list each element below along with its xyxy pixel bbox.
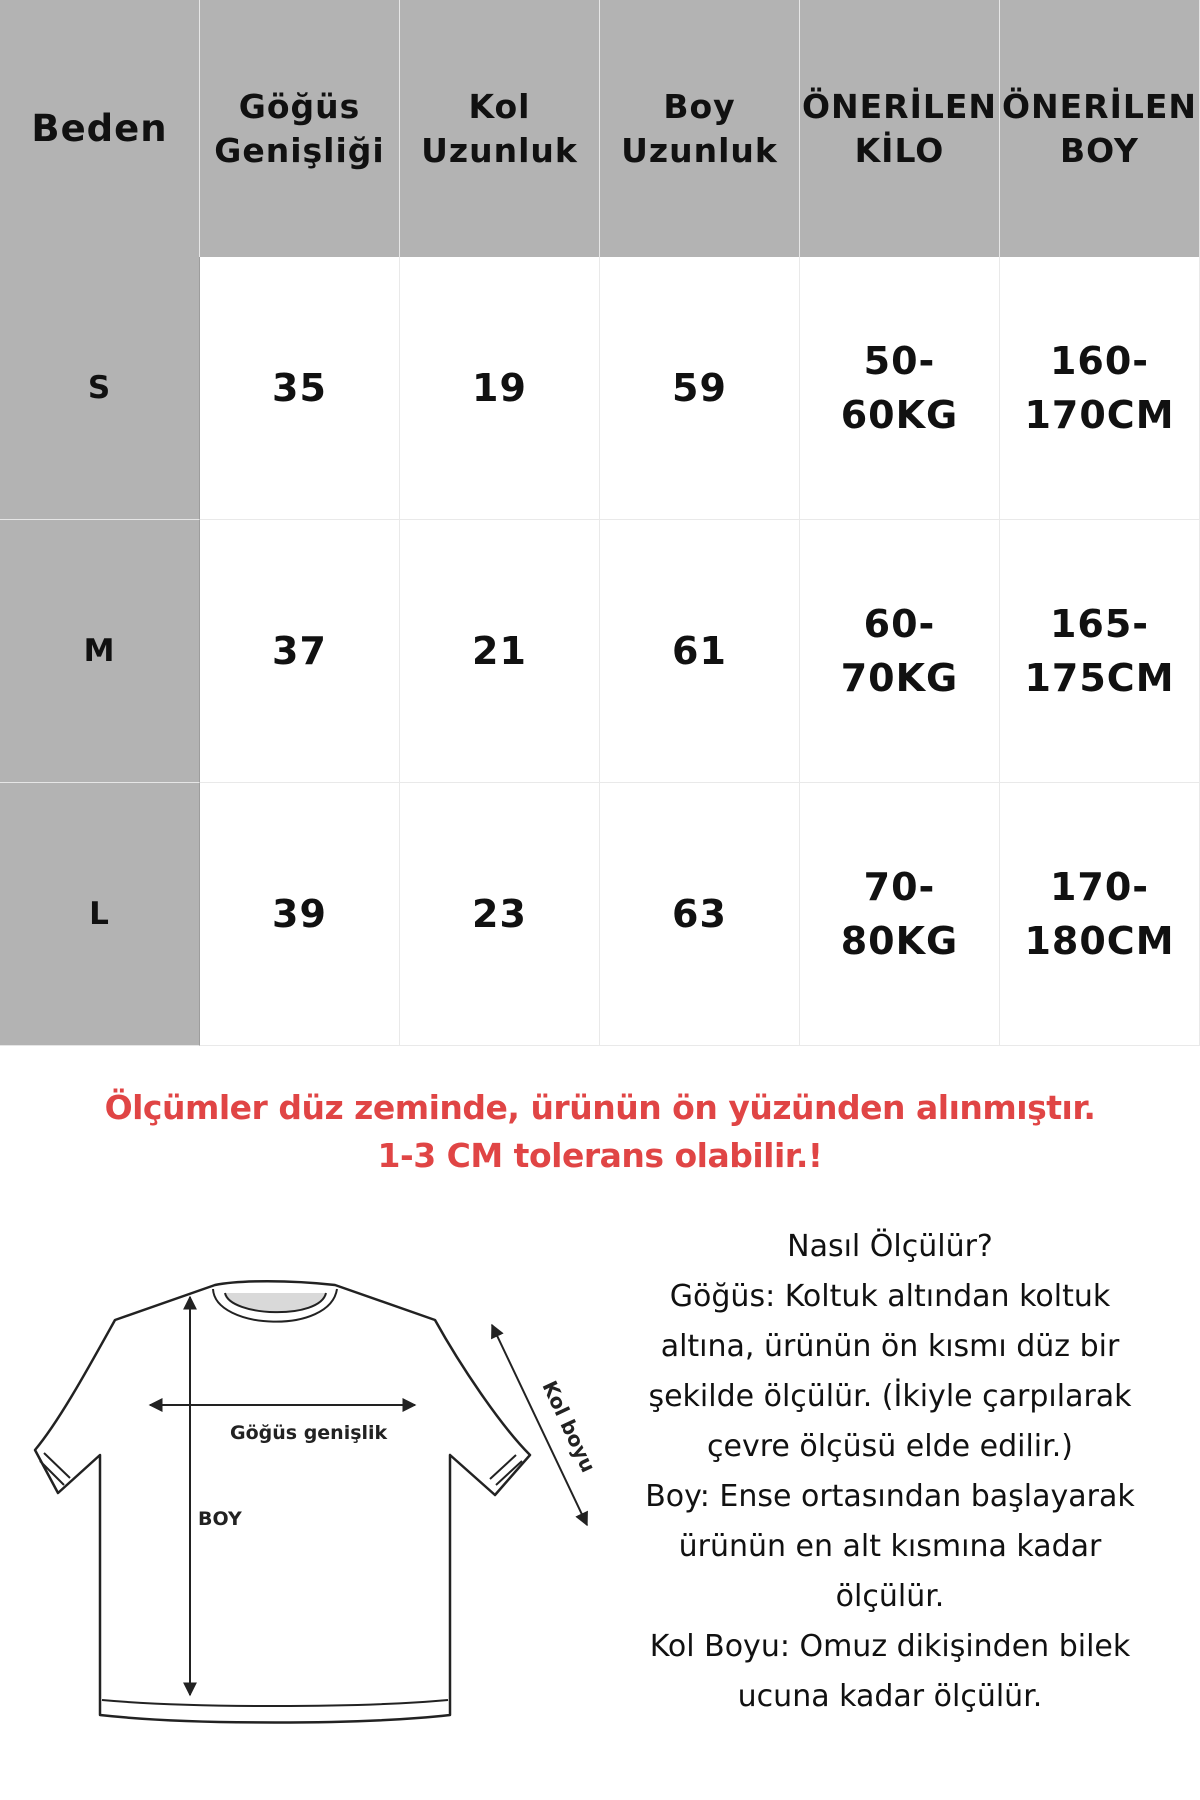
height-cell: 165- 175CM bbox=[1000, 520, 1200, 783]
instruction-line: ölçülür. bbox=[835, 1579, 945, 1614]
weight-cell: 60- 70KG bbox=[800, 520, 1000, 783]
weight-cell: 50- 60KG bbox=[800, 257, 1000, 520]
table-row bbox=[0, 783, 1200, 1046]
header-gogus-genisligi: Göğüs Genişliği bbox=[200, 0, 400, 257]
weight-cell: 70- 80KG bbox=[800, 783, 1000, 1046]
instruction-line: ürünün en alt kısmına kadar bbox=[678, 1529, 1102, 1564]
header-beden: Beden bbox=[0, 0, 200, 257]
measurement-notice-line-1: Ölçümler düz zeminde, ürünün ön yüzünden alınmıştır. bbox=[104, 1088, 1096, 1127]
instruction-line: çevre ölçüsü elde edilir.) bbox=[707, 1429, 1073, 1464]
height-cell: 170- 180CM bbox=[1000, 783, 1200, 1046]
header-kol-uzunluk: Kol Uzunluk bbox=[400, 0, 600, 257]
size-cell: M bbox=[0, 520, 200, 783]
sleeve-cell: 21 bbox=[400, 520, 600, 783]
size-cell: S bbox=[0, 257, 200, 520]
instruction-line: Kol Boyu: Omuz dikişinden bilek bbox=[649, 1629, 1131, 1664]
instruction-line: ucuna kadar ölçülür. bbox=[737, 1679, 1043, 1714]
instruction-line: Göğüs: Koltuk altından koltuk bbox=[669, 1279, 1111, 1314]
sleeve-cell: 19 bbox=[400, 257, 600, 520]
chest-cell: 39 bbox=[200, 783, 400, 1046]
tshirt-measurement-diagram bbox=[30, 1275, 605, 1745]
height-cell: 160- 170CM bbox=[1000, 257, 1200, 520]
table-header-row bbox=[0, 0, 1200, 257]
how-to-measure-instructions bbox=[610, 1222, 1170, 1722]
instructions-title: Nasıl Ölçülür? bbox=[787, 1229, 993, 1264]
chest-label: Göğüs genişlik bbox=[230, 1422, 388, 1444]
chest-cell: 35 bbox=[200, 257, 400, 520]
instruction-line: altına, ürünün ön kısmı düz bir bbox=[660, 1329, 1120, 1364]
length-cell: 59 bbox=[600, 257, 800, 520]
chest-cell: 37 bbox=[200, 520, 400, 783]
length-label: BOY bbox=[198, 1508, 242, 1530]
table-row bbox=[0, 520, 1200, 783]
instruction-line: Boy: Ense ortasından başlayarak bbox=[645, 1479, 1135, 1514]
sleeve-label: Kol boyu bbox=[537, 1376, 601, 1476]
size-cell: L bbox=[0, 783, 200, 1046]
length-cell: 61 bbox=[600, 520, 800, 783]
measurement-notice-line-2: 1-3 CM tolerans olabilir.! bbox=[377, 1136, 823, 1175]
tshirt-outline-icon bbox=[35, 1281, 530, 1722]
sleeve-cell: 23 bbox=[400, 783, 600, 1046]
table-row bbox=[0, 257, 1200, 520]
instruction-line: şekilde ölçülür. (İkiyle çarpılarak bbox=[648, 1379, 1132, 1414]
header-onerilen-kilo: ÖNERİLEN KİLO bbox=[800, 0, 1000, 257]
header-onerilen-boy: ÖNERİLEN BOY bbox=[1000, 0, 1200, 257]
header-boy-uzunluk: Boy Uzunluk bbox=[600, 0, 800, 257]
length-cell: 63 bbox=[600, 783, 800, 1046]
